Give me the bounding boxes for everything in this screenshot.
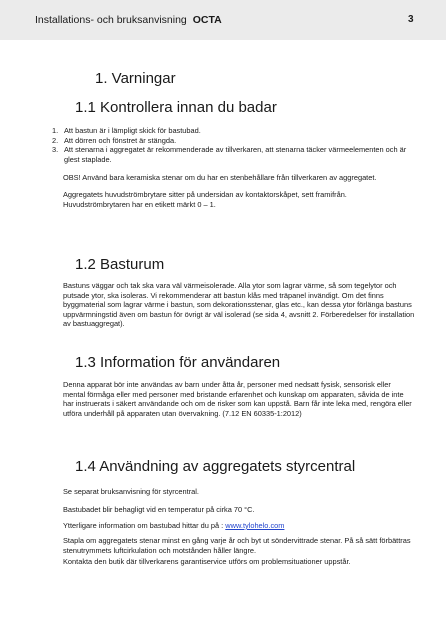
manual-title: Installations- och bruksanvisning [35, 14, 187, 26]
separate-manual-paragraph: Se separat bruksanvisning för styrcentral. [63, 487, 199, 496]
list-item-number: 1. [52, 126, 59, 135]
list-item-text: Att dörren och fönstret är stängda. [64, 135, 177, 145]
list-item-text: Att bastun är i lämpligt skick för bastubad. [64, 126, 201, 135]
website-link[interactable]: www.tylohelo.com [225, 521, 285, 530]
list-item-text: Att stenarna i aggregatet är rekommenderade av tillverkaren, att stenarna täcker värmeelementen och är glest staplade. [64, 145, 407, 164]
obs-note: OBS! Använd bara keramiska stenar om du har en stenbehållare från tillverkaren av aggregatet. [63, 173, 377, 182]
more-info-text: Ytterligare information om bastubad hittar du på : [63, 521, 226, 530]
list-item-number: 3. [52, 145, 59, 155]
section-heading-warnings: 1. Varningar [95, 70, 176, 87]
contact-paragraph: Kontakta den butik där tillverkarens garantiservice utförs om problemsituationer uppstår. [63, 557, 351, 566]
more-info-paragraph [63, 521, 415, 531]
list-item-number: 2. [52, 135, 59, 145]
temperature-paragraph: Bastubadet blir behagligt vid en temperatur på cirka 70 °C. [63, 505, 255, 514]
main-switch-paragraph: Aggregatets huvudströmbrytare sitter på undersidan av kontaktorskåpet, sett framifrån. Huvudströmbrytaren har en etikett märkt 0 – 1. [63, 190, 347, 209]
section-heading-sauna-room: 1.2 Basturum [75, 256, 165, 273]
checklist [52, 126, 416, 164]
page-header [0, 0, 446, 40]
document-title [35, 14, 222, 26]
list-item [52, 126, 416, 136]
list-item [52, 136, 416, 146]
page-number: 3 [408, 14, 414, 25]
user-information-paragraph: Denna apparat bör inte användas av barn under åtta år, personer med nedsatt fysisk, sensorisk eller mental förmåga eller med personer med bristande erfarenhet och kunskap om apparaten, såvida de inte har instruerats i säkert användande och om de risker som kan uppstå. Barn får inte leka med, rengöra eller utföra underhåll på apparaten utan övervakning. (7.12 EN 60335-1:2012) [63, 380, 412, 418]
section-heading-user-information: 1.3 Information för användaren [75, 354, 281, 371]
section-heading-control-unit-usage: 1.4 Användning av aggregatets styrcentral [75, 458, 356, 475]
section-heading-check-before-bathing: 1.1 Kontrollera innan du badar [75, 99, 277, 116]
stones-paragraph: Stapla om aggregatets stenar minst en gång varje år och byt ut söndervittrade stenar. På så sätt förbättras stenutrymmets luftcirkulation och motstånden håller längre. [63, 536, 411, 555]
list-item [52, 145, 416, 164]
sauna-room-paragraph: Bastuns väggar och tak ska vara väl värmeisolerade. Alla ytor som lagrar värme, så som tegelytor och putsade ytor, ska isoleras. Vi rekommenderar att bastun klås med träpanel invändigt. Om det finns byggmaterial som lagrar värme i bastun, som dekorationsstenar, glas etc., kan dessa ytor förlänga bastuns uppvärmningstid även om bastun för övrigt är väl isolerad (se sida 4, avsnitt 2. Förberedelser för installation av bastuaggregat). [63, 281, 415, 329]
product-name: OCTA [192, 14, 222, 26]
